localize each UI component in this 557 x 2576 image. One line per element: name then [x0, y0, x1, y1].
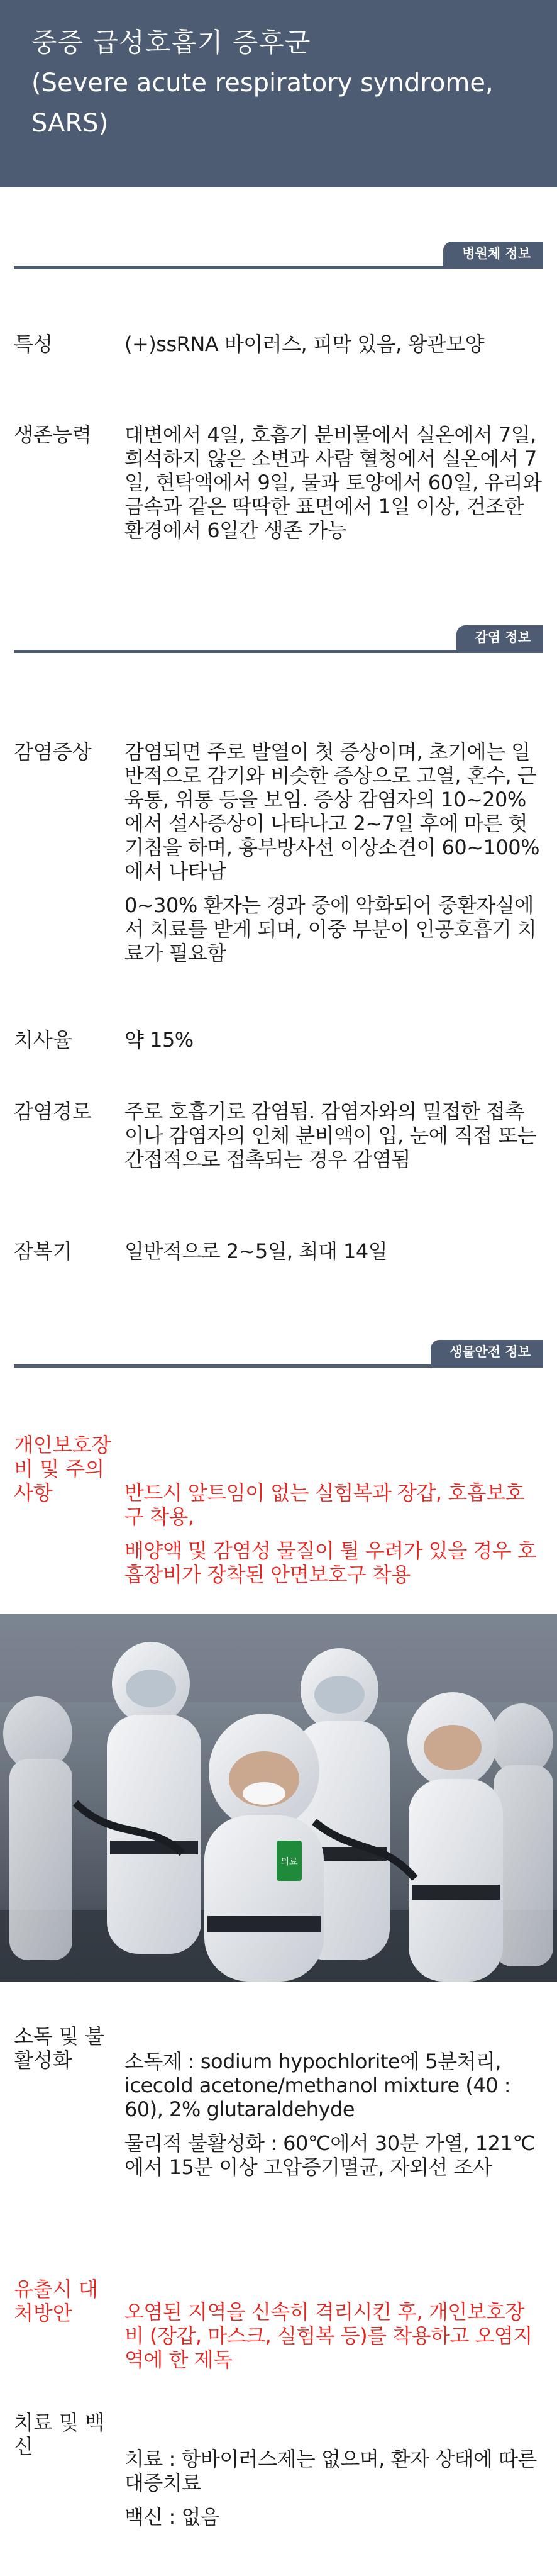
symptom-value [124, 740, 542, 965]
page-header [0, 0, 557, 187]
disinfect-paragraph: 소독제 : sodium hypochlorite에 5분처리, icecold acetone/methanol mixture (40 : 60), 2% glutaraldehyde [124, 2049, 510, 2121]
protective-suit-photo [0, 1614, 557, 1982]
section-divider [14, 650, 543, 653]
disinfect-value [124, 2049, 542, 2179]
ppe-value [124, 1481, 542, 1586]
section-header-biosafety [14, 1340, 543, 1368]
ppe-paragraph: 반드시 앞트임이 없는 실험복과 장갑, 호흡보호구 착용, [124, 1481, 524, 1529]
page-title: 중증 급성호흡기 증후군 [31, 27, 311, 58]
route-value: 주로 호흡기로 감염됨. 감염자와의 밀접한 접촉이나 감염자의 인체 분비액이 입, 눈에 직접 또는 간접적으로 접촉되는 경우 감염됨 [124, 1100, 537, 1171]
section-divider [14, 1364, 543, 1368]
trait-label: 특성 [14, 332, 53, 356]
section-tag-infection: 감염 정보 [456, 625, 543, 650]
route-label: 감염경로 [14, 1100, 92, 1124]
spill-value: 오염된 지역을 신속히 격리시킨 후, 개인보호장비 (장갑, 마스크, 실험복 등)를 착용하고 오염지역에 한 제독 [124, 2300, 532, 2372]
symptom-paragraph: 감염되면 주로 발열이 첫 증상이며, 초기에는 일반적으로 감기와 비슷한 증상으로 고열, 혼수, 근육통, 위통 등을 보임. 증상 감염자의 10~20% 에서 설사증상이 나타나고 2~7일 후에 마른 헛기침을 하며, 흉부방사선 이상소견이 60~100%에서 나타남 [124, 740, 540, 883]
incubation-label: 잠복기 [14, 1239, 72, 1263]
treatment-paragraph: 백신 : 없음 [124, 2505, 220, 2529]
treatment-value [124, 2447, 542, 2529]
section-tag-biosafety: 생물안전 정보 [431, 1340, 543, 1364]
trait-value: (+)ssRNA 바이러스, 피막 있음, 왕관모양 [124, 332, 485, 356]
disinfect-label: 소독 및 불활성화 [14, 2024, 104, 2072]
disinfect-paragraph: 물리적 불활성화 : 60℃에서 30분 가열, 121℃에서 15분 이상 고압증기멸균, 자외선 조사 [124, 2131, 535, 2179]
treatment-paragraph: 치료 : 항바이러스제는 없으며, 환자 상태에 따른 대증치료 [124, 2447, 537, 2495]
mortality-label: 치사율 [14, 1028, 72, 1052]
protective-suit-photo-illustration [0, 1614, 557, 1982]
ppe-paragraph: 배양액 및 감염성 물질이 튈 우려가 있을 경우 호흡장비가 장착된 안면보호구 착용 [124, 1539, 537, 1586]
spill-label: 유출시 대처방안 [14, 2277, 98, 2325]
section-header-infection [14, 625, 543, 653]
section-divider [14, 266, 543, 269]
photo-badge-text: 의료 [280, 1857, 298, 1867]
survival-label: 생존능력 [14, 423, 92, 447]
symptom-paragraph: 0~30% 환자는 경과 중에 악화되어 중환자실에서 치료를 받게 되며, 이중 부분이 인공호흡기 치료가 필요함 [124, 893, 537, 965]
section-header-pathogen [14, 242, 543, 269]
incubation-value: 일반적으로 2~5일, 최대 14일 [124, 1239, 388, 1263]
survival-value: 대변에서 4일, 호흡기 분비물에서 실온에서 7일, 희석하지 않은 소변과 사람 혈청에서 실온에서 7일, 현탁액에서 9일, 물과 토양에서 60일, 유리와 금속과 같은 딱딱한 표면에서 1일 이상, 건조한 환경에서 6일간 생존 가능 [124, 423, 542, 542]
ppe-label: 개인보호장비 및 주의사항 [14, 1433, 111, 1505]
symptom-label: 감염증상 [14, 740, 92, 764]
page-subtitle: (Severe acute respiratory syndrome, SARS) [31, 69, 494, 138]
section-tag-pathogen: 병원체 정보 [443, 242, 543, 266]
mortality-value: 약 15% [124, 1028, 194, 1052]
treatment-label: 치료 및 백신 [14, 2411, 104, 2458]
